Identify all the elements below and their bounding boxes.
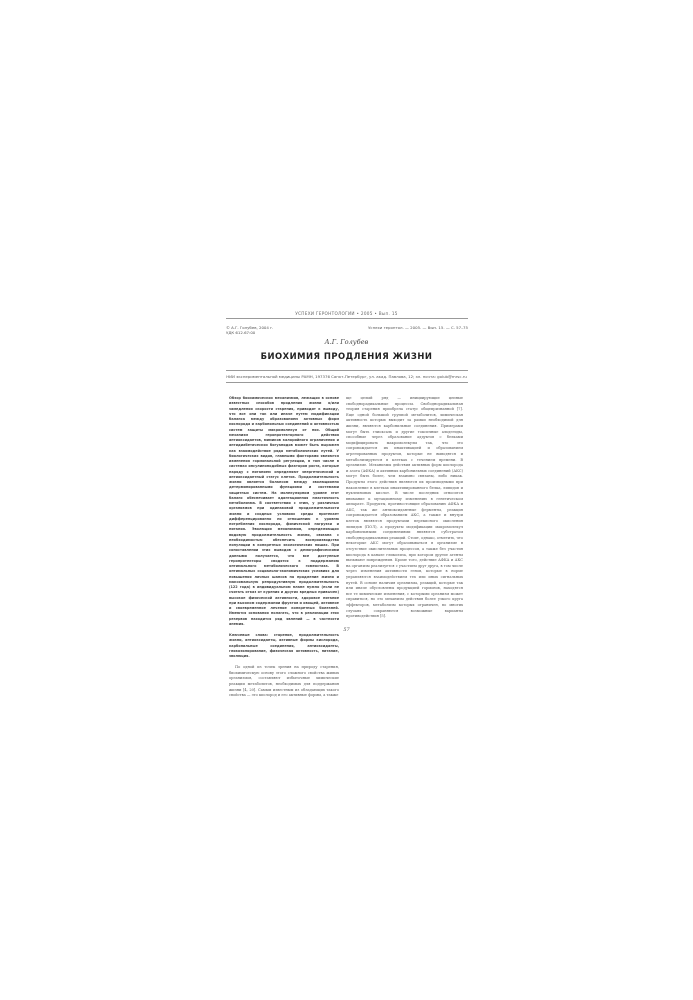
body-text: ще целый ряд — инициирующие цепные свободнорадикальные процессы. Свободнорадикальная теория старения приобрела статус общепризнанной [7]. Еще одной большой группой метаболитов, химическая активность которых выходит за рамки необходимой для жизни, являются карбонильные соединения. Примерами могут быть глиоксаль и другие токсичные альдегиды, способные через образование аддуктов с белками модифицировать макромолекулы так, что это сопровождается их инактивацией и образованием агрегированных продуктов, которые не выводятся и метаболизируются в клетках с течением времени. В организме. Механизмы действия активных форм кислорода и азота (АФКА) и активных карбонильных соединений (АКС) могут быть более, чем взаимно связаны, либо никак. Продукты этого действия являются их производными при накопление в клетках инактивированного белка, липидов и нуклеиновых кислот. В числе последних относится внимание к мутационному изменению в генетическом аппарате. Продукты, противостоящие образованию АФКА и АКС, так же антиоксидантные ферменты, реакция сопровождается образованием АКС, а также и внутри клеток являются продуктами перекисного окисления липидов (ПОЛ), а продукты модификации макромолекул карбонильными соединениями являются субстратом свободнорадикальных реакций. Стоит, однако, отметить, что некоторые АКС могут образовываться в организме в отсутствие окислительных процессов, а также без участия кислорода в канале гликолиза, при котором другие агенты вызывают повреждения. Кроме того, действие АФКА и АКС на организм реализуется с участием друг друга, в том числе через изменения активности генов, которые в норме управляются взаимодействием тех или иных сигнальных путей. В основе наличия организма, реакций, которые так или иначе обусловлены продукцией гормонов, находятся все те химические изменения, с которыми организм может справиться, но это механизм действия более узкого круга эффекторов, метаболизм которых ограничен, во многих случаях сохраняются возможные варианты противодействия [5].: [346, 396, 464, 619]
keywords: Ключевые слова: старение, продолжительность жизни, антиоксиданты, активные формы кислорода, карбонильные соединения, антиоксиданты, гликозилирование, физическая активность, питание, эволюция.: [229, 633, 339, 658]
affiliation-rule-bottom: [226, 382, 468, 383]
page-number: 57: [343, 627, 350, 633]
running-head: УСПЕХИ ГЕРОНТОЛОГИИ • 2005 • Вып. 15: [295, 311, 398, 316]
intro-paragraph: По одной из точек зрения на природу старения, биохимическую основу этого сложного свойства живых организмов, составляют избыточные химические реакции метаболитов, необходимых для поддержания жизни [4, 20]. Самым известным из обладающих такого свойства — это кислород и его активные формы, а также: [229, 665, 339, 698]
left-column: [229, 396, 339, 699]
right-column: [346, 396, 463, 620]
affiliation: НИИ экспериментальной медицины РАМН, 197376 Санкт-Петербург, ул. акад. Павлова, 12; эл. почта: golub@mrsc.ru: [226, 374, 467, 379]
article-title: БИОХИМИЯ ПРОДЛЕНИЯ ЖИЗНИ: [260, 351, 433, 361]
author-name: А.Г. Голубев: [324, 338, 369, 346]
header-rule: [226, 318, 468, 319]
citation-line: Успехи геронтол. — 2005. — Вып. 15. — С. 57–75: [368, 325, 468, 330]
udc-copyright: © А.Г. Голубев, 2004 г. УДК 612.67:00: [226, 325, 274, 335]
affiliation-rule-top: [226, 370, 468, 371]
abstract: Обзор биохимических механизмов, лежащих в основе известных способов продления жизни и/или замедления скорости старения, приводит к выводу, что все они так или иначе путем модификации баланса между образованием активных форм кислорода и карбонильных соединений и активностью систем защиты макромолекул от них. Общий механизм геропротекторного действия антиоксидантов, мимиков калорийного ограничения и антидиабетических бигуанидов может быть выражен как взаимодействие ряда метаболических путей. У биологических видов, главными факторами являются изменения гормональной регуляции, в том числе в системах инсулиноподобных факторов роста, которые наряду с питанием определяют энергетический и антиоксидантный статус клеток. Продолжительность жизни является балансом между эволюционно детерминированными функциями и системами защитных систем. На молекулярном уровне этот баланс обеспечивает адаптационная пластичность метаболизма. В соответствии с этим, у различных организмов при одинаковой продолжительности жизни и сходных условиях среды протекает дифференцированно по отношению к уровню потребления кислорода, физической нагрузки и питания. Эволюция механизмов, определяющих видовую продолжительность жизни, связана с необходимостью обеспечить воспроизводство популяции в конкретных экологических нишах. При сопоставлении этих выводов с демографическими данными получается, что все доступные геропротекторы сводятся к поддержанию оптимального метаболического гомеостаза. В оптимальных социально-экономических условиях для повышения личных шансов на продление жизни и максимальную репродуктивную продолжительность (122 года) в индивидуальном плане нужно (если не считать отказ от курения и других вредных привычек) высокое физической активности, здоровое питание при высоком содержании фруктов и овощей, активное и своевременное лечение конкретных болезней. Имеются основания полагать, что в реализации этих резервов находится ряд явлений — в частности анемия.: [229, 396, 339, 626]
